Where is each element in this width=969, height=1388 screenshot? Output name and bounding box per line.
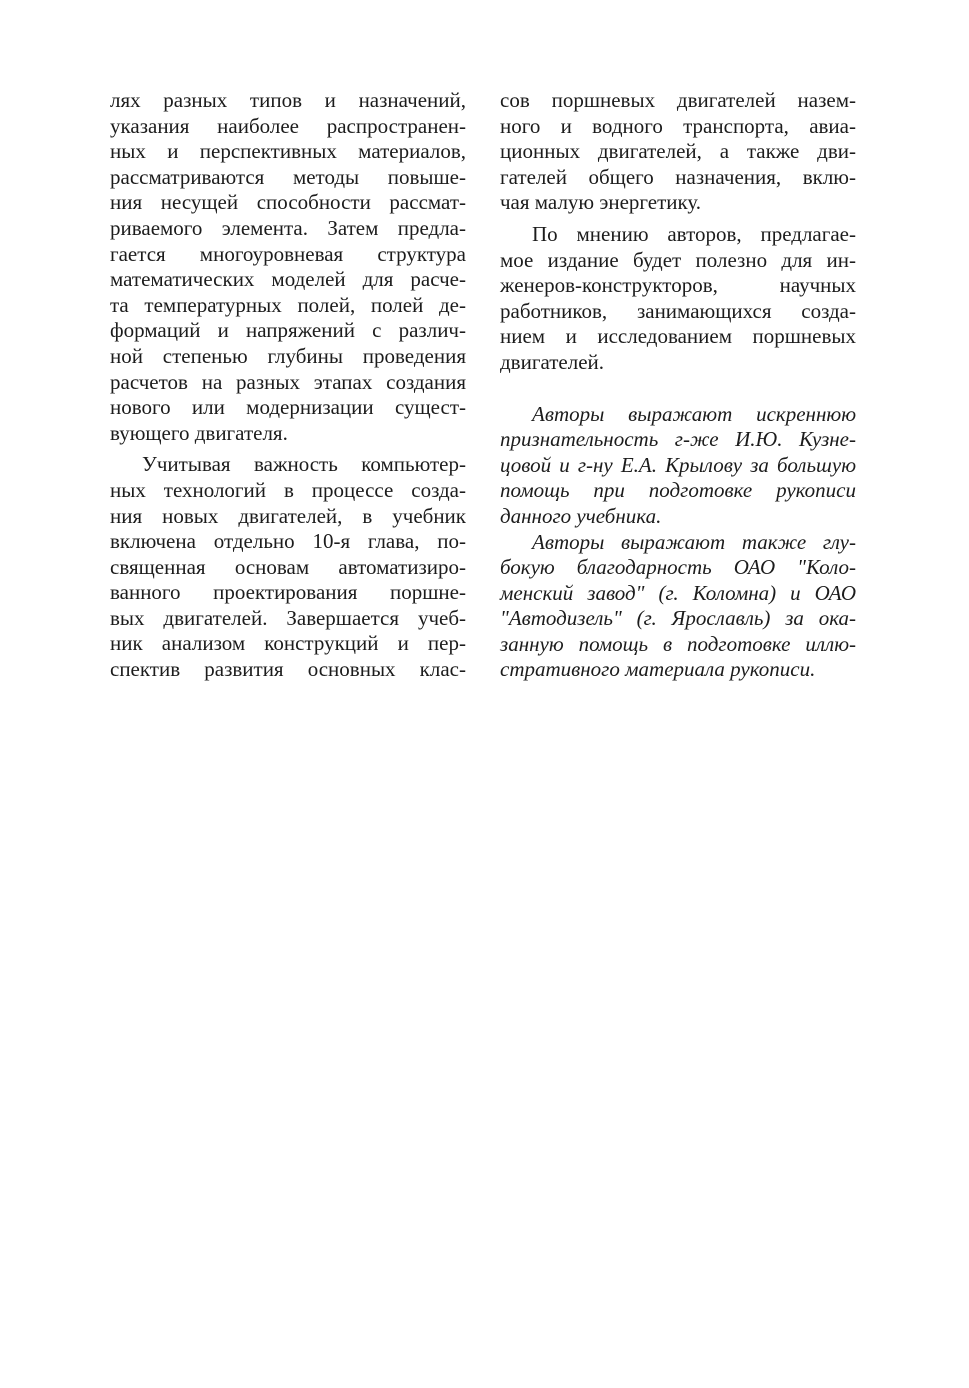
left-text-column (110, 88, 466, 683)
text-line: священная основам автоматизиро- (110, 554, 466, 579)
text-line: занную помощь в подготовке иллю- (500, 631, 856, 656)
text-line: нием и исследованием поршневых (500, 324, 856, 349)
text-line: риваемого элемента. Затем предла- (110, 215, 466, 240)
text-line: включена отдельно 10-я глава, по- (110, 529, 466, 554)
text-line: Учитывая важность компьютер- (142, 452, 466, 477)
text-line: цовой и г-ну Е.А. Крылову за большую (500, 452, 856, 477)
text-line: По мнению авторов, предлагае- (532, 221, 856, 246)
acknowledgement-gratitude (500, 402, 856, 530)
text-line: указания наиболее распространен- (110, 113, 466, 138)
text-line: "Автодизель" (г. Ярославль) за ока- (500, 606, 856, 631)
text-line: ного и водного транспорта, авиа- (500, 113, 856, 138)
text-line: двигателей. (500, 349, 605, 374)
text-line: та температурных полей, полей де- (110, 292, 466, 317)
text-line: вующего двигателя. (110, 420, 288, 445)
text-line: ных и перспективных материалов, (110, 139, 466, 164)
text-line: ник анализом конструкций и пер- (110, 631, 466, 656)
acknowledgement-companies (500, 530, 856, 684)
text-line: женеров-конструкторов, научных (500, 273, 856, 298)
text-line: лях разных типов и назначений, (110, 88, 466, 112)
text-line: ционных двигателей, а также дви- (500, 139, 856, 164)
text-line: работников, занимающихся созда- (500, 298, 856, 323)
text-line: признательность г-же И.Ю. Кузне- (500, 427, 856, 452)
text-line: спектив развития основных клас- (110, 657, 466, 682)
right-text-column (500, 88, 856, 683)
paragraph-engine-classes (500, 88, 856, 216)
text-line: чая малую энергетику. (500, 190, 702, 215)
text-line: рассматриваются методы повыше- (110, 164, 466, 189)
text-line: Авторы выражают также глу- (532, 529, 856, 554)
text-line: данного учебника. (500, 503, 662, 528)
text-line: стративного материала рукописи. (500, 657, 816, 682)
text-line: расчетов на разных этапах создания (110, 369, 466, 394)
text-line: нового или модернизации сущест- (110, 395, 466, 420)
text-line: Авторы выражают искреннюю (532, 401, 856, 426)
text-line: бокую благодарность ОАО "Коло- (500, 555, 856, 580)
paragraph-computer-technologies (110, 452, 466, 682)
text-line: ных технологий в процессе созда- (110, 477, 466, 502)
text-line: гается многоуровневая структура (110, 241, 466, 266)
text-line: ния новых двигателей, в учебник (110, 503, 466, 528)
text-line: помощь при подготовке рукописи (500, 478, 856, 503)
text-line: мое издание будет полезно для ин- (500, 247, 856, 272)
text-line: менский завод" (г. Коломна) и ОАО (500, 580, 856, 605)
text-line: формаций и напряжений с различ- (110, 318, 466, 343)
text-line: гателей общего назначения, вклю- (500, 164, 856, 189)
paragraph-materials (110, 88, 466, 446)
text-line: ния несущей способности рассмат- (110, 190, 466, 215)
text-line: вых двигателей. Завершается учеб- (110, 605, 466, 630)
paragraph-audience (500, 222, 856, 376)
text-line: ванного проектирования поршне- (110, 580, 466, 605)
text-line: ной степенью глубины проведения (110, 343, 466, 368)
text-line: математических моделей для расче- (110, 267, 466, 292)
text-line: сов поршневых двигателей назем- (500, 88, 856, 112)
